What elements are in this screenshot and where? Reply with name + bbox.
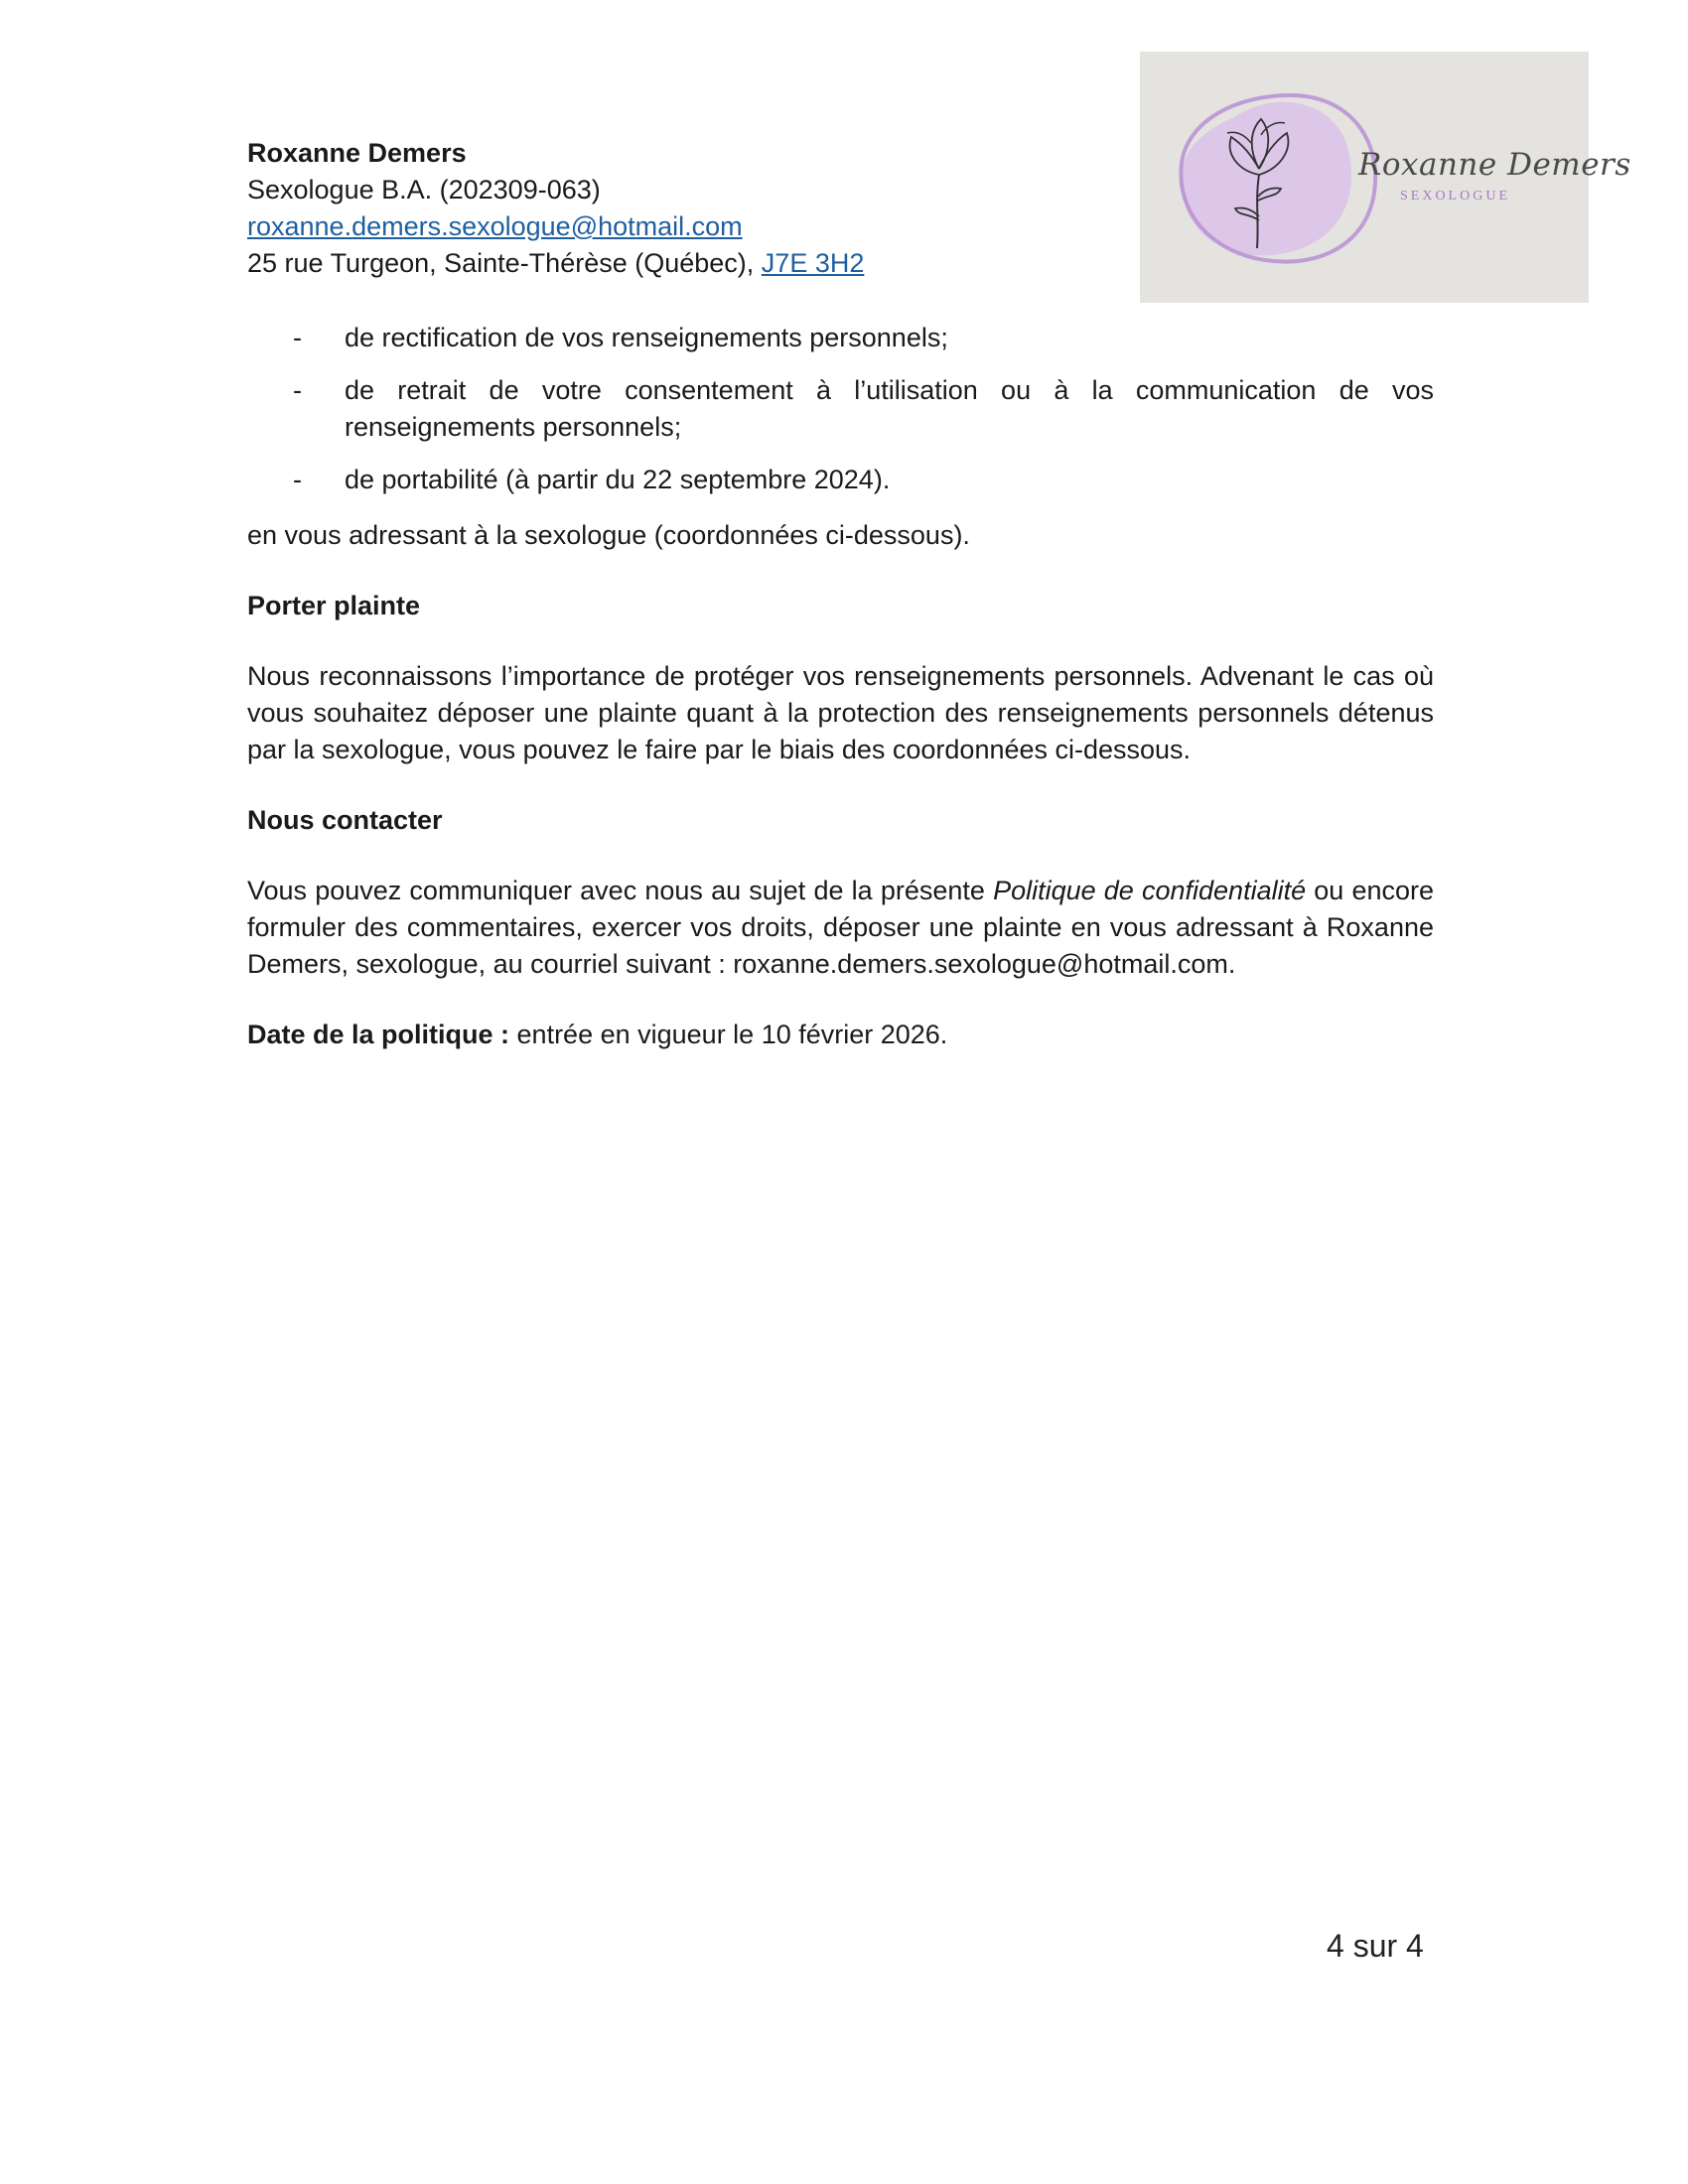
list-item-text: de retrait de votre consentement à l’utilisation ou à la communication de vos renseignements personnels; xyxy=(345,375,1434,442)
logo xyxy=(1140,52,1631,303)
author-name: Roxanne Demers xyxy=(247,138,467,168)
author-title: Sexologue B.A. (202309-063) xyxy=(247,175,601,205)
contact-paragraph xyxy=(247,873,1434,983)
document-body xyxy=(247,320,1434,1053)
policy-name: Politique de confidentialité xyxy=(993,876,1307,905)
policy-date-text: entrée en vigueur le 10 février 2026. xyxy=(509,1020,948,1049)
list-item-text: de portabilité (à partir du 22 septembre 2024). xyxy=(345,465,891,494)
logo-script-name: Roxanne Demers xyxy=(1358,147,1631,183)
list-followup-text: en vous adressant à la sexologue (coordonnées ci-dessous). xyxy=(247,520,970,550)
address-line xyxy=(247,245,1022,282)
postal-code-link[interactable]: J7E 3H2 xyxy=(761,248,865,278)
complaint-heading: Porter plainte xyxy=(247,591,421,620)
page-number: 4 sur 4 xyxy=(1327,1928,1424,1964)
rights-list xyxy=(247,320,1434,498)
contact-text-before: Vous pouvez communiquer avec nous au sujet de la présente xyxy=(247,876,994,905)
bullet-dash: - xyxy=(293,323,302,352)
list-item xyxy=(247,372,1434,446)
header-contact-block xyxy=(247,135,1022,282)
list-item xyxy=(247,320,1434,356)
email-link[interactable]: roxanne.demers.sexologue@hotmail.com xyxy=(247,211,743,241)
logo-subtitle: SEXOLOGUE xyxy=(1400,189,1510,204)
contact-text-after: ou encore formuler des commentaires, exercer vos droits, déposer une plainte en vous adressant à Roxanne Demers, sexologue, au courriel suivant : roxanne.demers.sexologue@hotmail.com. xyxy=(247,876,1435,979)
policy-date-line xyxy=(247,1017,1434,1053)
bullet-dash: - xyxy=(293,465,302,494)
contact-heading: Nous contacter xyxy=(247,805,443,835)
policy-date-label: Date de la politique : xyxy=(247,1020,510,1049)
list-item-text: de rectification de vos renseignements personnels; xyxy=(345,323,948,352)
list-item xyxy=(247,462,1434,498)
complaint-paragraph: Nous reconnaissons l’importance de protéger vos renseignements personnels. Advenant le cas où vous souhaitez déposer une plainte quant à la protection des renseignements personnels détenus par la sexologue, vous pouvez le faire par le biais des coordonnées ci-dessous. xyxy=(247,661,1434,764)
address-text: 25 rue Turgeon, Sainte-Thérèse (Québec), xyxy=(247,248,762,278)
bullet-dash: - xyxy=(293,375,302,405)
